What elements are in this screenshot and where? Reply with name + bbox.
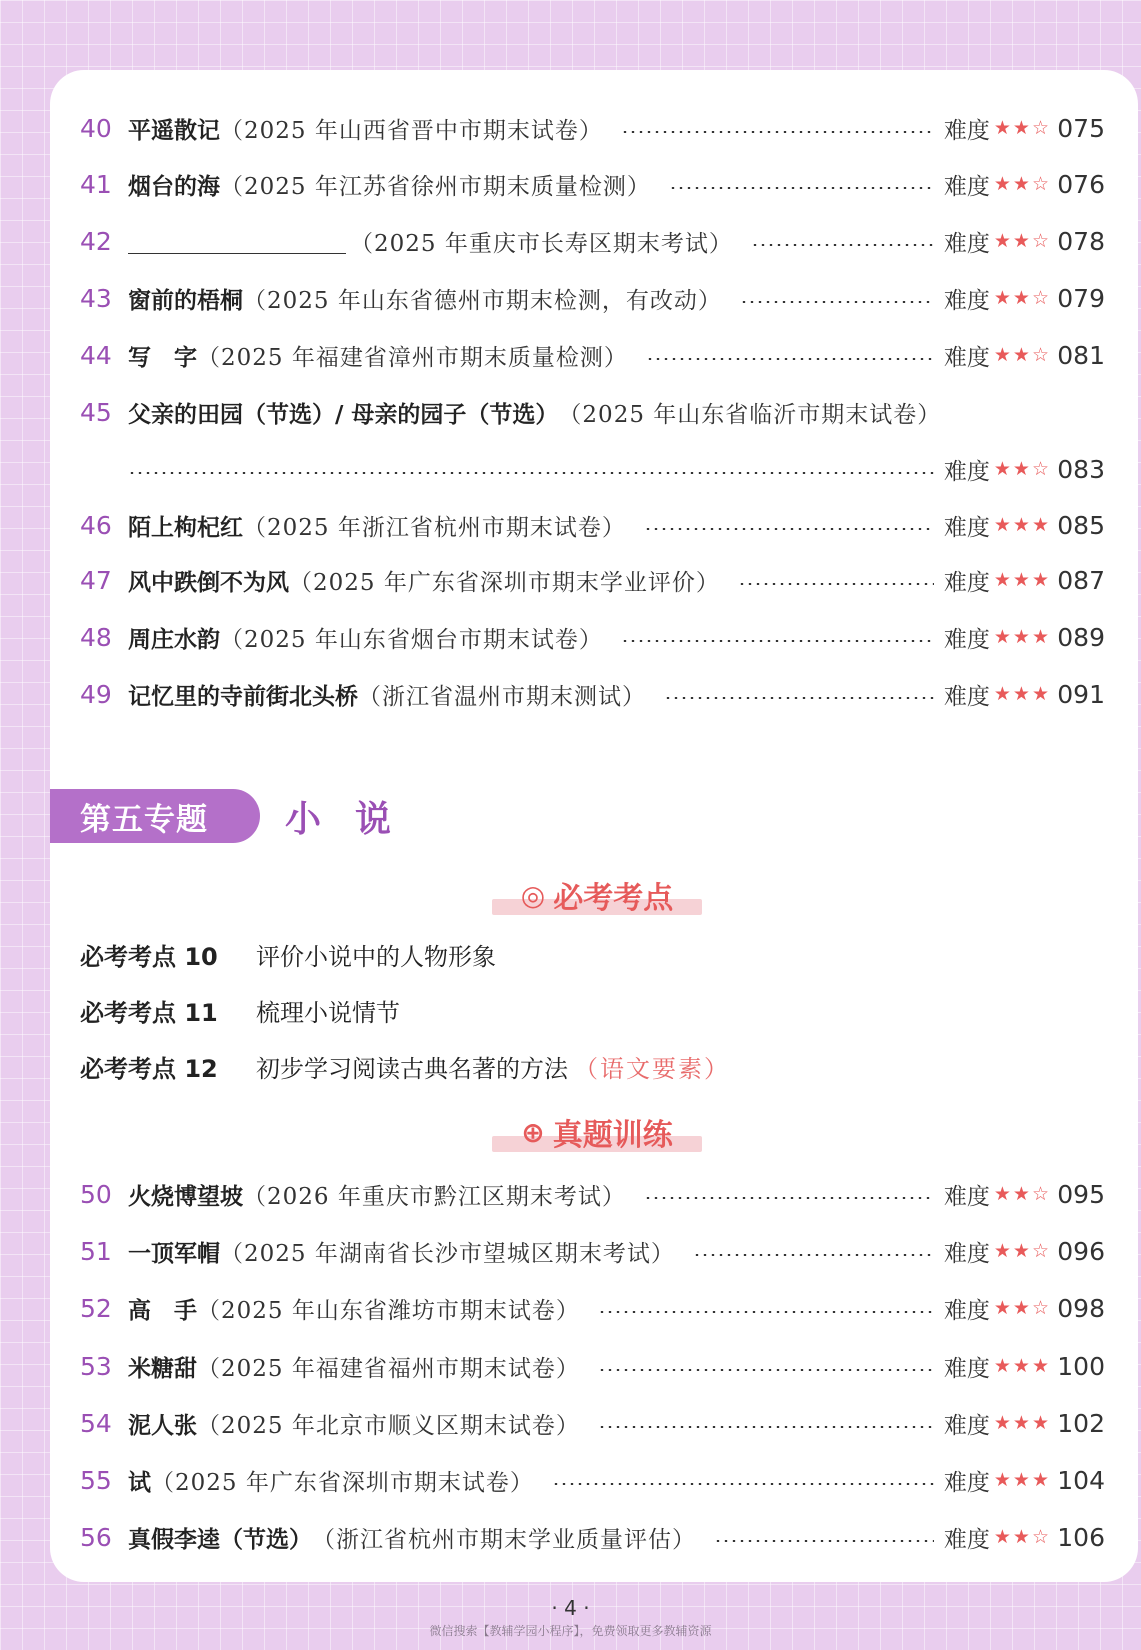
dot-leader (128, 472, 934, 474)
difficulty-stars: ★★★ (993, 1469, 1051, 1491)
entry-number: 40 (80, 113, 112, 143)
entry-row[interactable] (80, 278, 1141, 318)
entry-source: （2025 年浙江省杭州市期末试卷） (243, 514, 626, 541)
difficulty-label: 难度 (943, 117, 990, 144)
entry-title: 一顶军帽 (128, 1239, 220, 1267)
dot-leader (598, 1426, 934, 1428)
entry-row[interactable] (80, 1231, 1141, 1271)
difficulty-label: 难度 (943, 344, 990, 371)
dot-leader (693, 1254, 934, 1256)
difficulty-stars: ★★☆ (993, 1183, 1051, 1205)
difficulty-stars: ★★☆ (993, 230, 1051, 252)
title-blank-line (128, 229, 346, 254)
dot-leader (621, 131, 934, 133)
dot-leader (751, 244, 934, 246)
entry-page: 091 (1057, 679, 1105, 709)
dot-leader (740, 301, 934, 303)
kaodian-item[interactable] (80, 934, 496, 974)
difficulty-stars: ★★☆ (993, 117, 1051, 139)
entry-page: 085 (1057, 510, 1105, 540)
dot-leader (738, 583, 934, 585)
entry-number: 47 (80, 565, 112, 595)
entry-row[interactable] (80, 1517, 1141, 1557)
entry-row[interactable] (80, 1346, 1141, 1386)
footer-note: 微信搜索【教辅学园小程序】，免费领取更多教辅资源 (429, 1624, 712, 1638)
difficulty-stars: ★★☆ (993, 1526, 1051, 1548)
entry-row[interactable] (80, 1460, 1141, 1500)
difficulty-label: 难度 (943, 173, 990, 200)
entry-row-continuation[interactable] (128, 449, 1141, 489)
entry-title: 火烧博望坡 (128, 1182, 243, 1210)
difficulty-label: 难度 (943, 230, 990, 257)
entry-source: （2025 年山东省临沂市期末试卷） (558, 401, 942, 428)
entry-source: （2025 年北京市顺义区期末试卷） (197, 1412, 580, 1439)
difficulty-label: 难度 (943, 1355, 990, 1382)
kaodian-header (492, 873, 702, 917)
entry-source: （2025 年江苏省徐州市期末质量检测） (220, 173, 651, 200)
difficulty-label: 难度 (943, 1526, 990, 1553)
entry-number: 49 (80, 679, 112, 709)
difficulty-stars: ★★☆ (993, 344, 1051, 366)
difficulty-label: 难度 (943, 626, 990, 653)
difficulty-stars: ★★★ (993, 1412, 1051, 1434)
page-number: · 4 · (551, 1596, 590, 1620)
entry-row[interactable] (80, 221, 1141, 261)
dot-leader (644, 528, 934, 530)
entry-title: 陌上枸杞红 (128, 513, 243, 541)
entry-page: 083 (1057, 454, 1105, 484)
entry-page: 076 (1057, 169, 1105, 199)
entry-title: 烟台的海 (128, 172, 220, 200)
section-banner: 第五专题 (50, 789, 260, 843)
dot-leader (669, 187, 934, 189)
entry-source: （2025 年湖南省长沙市望城区期末考试） (220, 1240, 675, 1267)
dot-leader (552, 1483, 934, 1485)
entry-page: 102 (1057, 1408, 1105, 1438)
entry-title: 父亲的田园（节选）/ 母亲的园子（节选） (128, 400, 559, 428)
entry-row[interactable] (80, 335, 1141, 375)
entry-number: 51 (80, 1236, 112, 1266)
entry-page: 096 (1057, 1236, 1105, 1266)
entry-number: 56 (80, 1522, 112, 1552)
entry-number: 42 (80, 226, 112, 256)
entry-source: （2025 年山东省潍坊市期末试卷） (197, 1297, 580, 1324)
entry-source: （2025 年山东省德州市期末检测，有改动） (243, 287, 722, 314)
kaodian-item[interactable] (80, 1046, 730, 1086)
kaodian-item[interactable] (80, 990, 400, 1030)
difficulty-label: 难度 (943, 458, 990, 485)
entry-title: 写 字 (128, 343, 197, 371)
difficulty-label: 难度 (943, 1240, 990, 1267)
entry-number: 52 (80, 1293, 112, 1323)
entry-source: （2025 年山东省烟台市期末试卷） (220, 626, 603, 653)
kaodian-text: 梳理小说情节 (256, 998, 400, 1027)
difficulty-stars: ★★☆ (993, 287, 1051, 309)
entry-number: 54 (80, 1408, 112, 1438)
entry-source: （2026 年重庆市黔江区期末考试） (243, 1183, 626, 1210)
difficulty-label: 难度 (943, 1297, 990, 1324)
difficulty-label: 难度 (943, 1412, 990, 1439)
entry-source: （2025 年广东省深圳市期末试卷） (151, 1469, 534, 1496)
dot-leader (621, 640, 934, 642)
entry-page: 100 (1057, 1351, 1105, 1381)
kaodian-note: （语文要素） (574, 1054, 730, 1083)
entry-source: （2025 年福建省漳州市期末质量检测） (197, 344, 628, 371)
dot-leader (598, 1369, 934, 1371)
entry-title: 周庄水韵 (128, 625, 220, 653)
entry-title: 真假李逵（节选） (128, 1525, 312, 1553)
zhenti-header (492, 1110, 702, 1154)
entry-number: 55 (80, 1465, 112, 1495)
difficulty-stars: ★★☆ (993, 1297, 1051, 1319)
entry-row[interactable] (80, 164, 1141, 204)
difficulty-label: 难度 (943, 683, 990, 710)
difficulty-stars: ★★★ (993, 626, 1051, 648)
difficulty-label: 难度 (943, 1183, 990, 1210)
entry-row[interactable] (80, 560, 1141, 600)
kaodian-label: 必考考点 10 (80, 942, 218, 971)
entry-row[interactable] (80, 674, 1141, 714)
kaodian-text: 初步学习阅读古典名著的方法 (256, 1054, 568, 1083)
entry-row[interactable] (80, 1288, 1141, 1328)
entry-source: （2025 年福建省福州市期末试卷） (197, 1355, 580, 1382)
entry-title: 试 (128, 1468, 151, 1496)
kaodian-label: 必考考点 12 (80, 1054, 218, 1083)
dot-leader (664, 697, 934, 699)
crosshair-icon: ⊕ (521, 1115, 545, 1149)
entry-title: 风中跌倒不为风 (128, 568, 289, 596)
dot-leader (598, 1311, 934, 1313)
difficulty-stars: ★★☆ (993, 173, 1051, 195)
entry-row[interactable] (80, 1403, 1141, 1443)
entry-title: 窗前的梧桐 (128, 286, 243, 314)
entry-row[interactable] (80, 108, 1141, 148)
target-icon: ◎ (520, 878, 546, 912)
dot-leader (644, 1197, 934, 1199)
entry-page: 079 (1057, 283, 1105, 313)
entry-number: 50 (80, 1179, 112, 1209)
entry-title: 高 手 (128, 1296, 197, 1324)
difficulty-stars: ★★☆ (993, 458, 1051, 480)
difficulty-stars: ★★★ (993, 569, 1051, 591)
kaodian-label: 必考考点 11 (80, 998, 218, 1027)
dot-leader (646, 358, 934, 360)
entry-page: 095 (1057, 1179, 1105, 1209)
entry-row[interactable] (80, 505, 1141, 545)
entry-row[interactable] (80, 392, 1141, 432)
entry-page: 104 (1057, 1465, 1105, 1495)
section-title: 小说 (285, 799, 426, 840)
entry-source: （浙江省杭州市期末学业质量评估） (312, 1526, 696, 1553)
entry-number: 45 (80, 397, 112, 427)
difficulty-label: 难度 (943, 1469, 990, 1496)
entry-page: 081 (1057, 340, 1105, 370)
entry-title: 泥人张 (128, 1411, 197, 1439)
entry-title: 米糖甜 (128, 1354, 197, 1382)
difficulty-stars: ★★☆ (993, 1240, 1051, 1262)
difficulty-label: 难度 (943, 569, 990, 596)
zhenti-header-text: 真题训练 (552, 1118, 673, 1153)
difficulty-label: 难度 (943, 514, 990, 541)
kaodian-header-text: 必考考点 (553, 881, 674, 916)
entry-page: 078 (1057, 226, 1105, 256)
entry-number: 41 (80, 169, 112, 199)
entry-number: 44 (80, 340, 112, 370)
difficulty-stars: ★★★ (993, 514, 1051, 536)
difficulty-stars: ★★★ (993, 1355, 1051, 1377)
entry-page: 075 (1057, 113, 1105, 143)
entry-page: 098 (1057, 1293, 1105, 1323)
entry-row[interactable] (80, 617, 1141, 657)
entry-number: 53 (80, 1351, 112, 1381)
entry-source: （浙江省温州市期末测试） (358, 683, 646, 710)
entry-page: 087 (1057, 565, 1105, 595)
difficulty-label: 难度 (943, 287, 990, 314)
entry-source: （2025 年广东省深圳市期末学业评价） (289, 569, 720, 596)
entry-title: 记忆里的寺前街北头桥 (128, 682, 358, 710)
entry-row[interactable] (80, 1174, 1141, 1214)
difficulty-stars: ★★★ (993, 683, 1051, 705)
entry-title: 平遥散记 (128, 116, 220, 144)
entry-source: （2025 年重庆市长寿区期末考试） (350, 230, 733, 257)
entry-page: 106 (1057, 1522, 1105, 1552)
dot-leader (714, 1540, 934, 1542)
entry-source: （2025 年山西省晋中市期末试卷） (220, 117, 603, 144)
entry-page: 089 (1057, 622, 1105, 652)
entry-number: 46 (80, 510, 112, 540)
entry-number: 43 (80, 283, 112, 313)
entry-number: 48 (80, 622, 112, 652)
kaodian-text: 评价小说中的人物形象 (256, 942, 496, 971)
